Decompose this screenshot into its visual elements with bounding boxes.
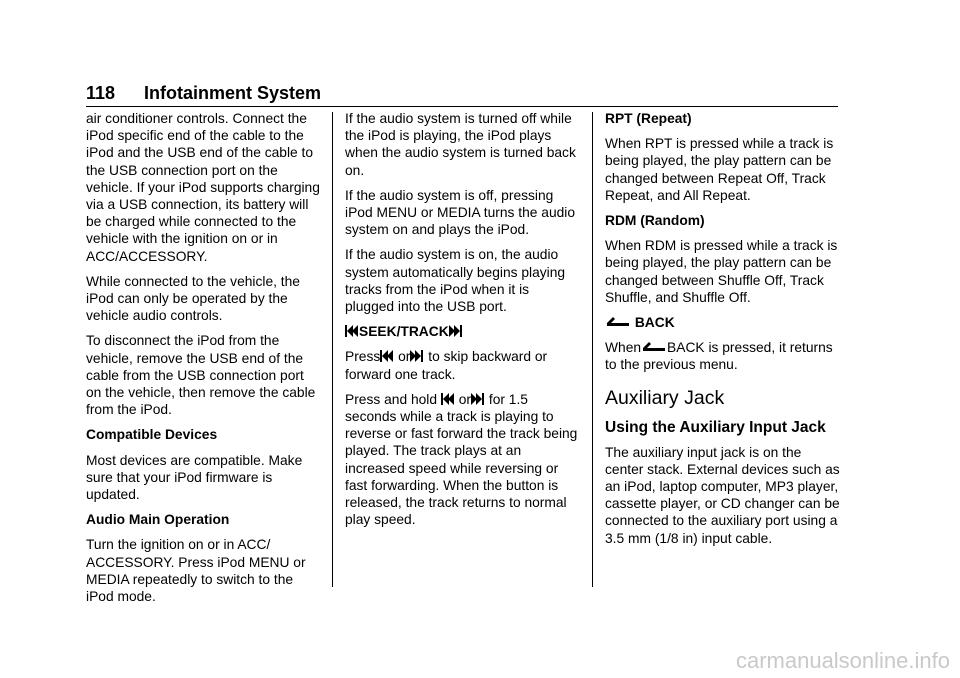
paragraph: Most devices are compatible. Make sure that your iPod firmware is updated.: [86, 452, 303, 503]
paragraph: If the audio system is off, pressing iPod MENU or MEDIA turns the audio system on and plays the iPod.: [345, 187, 576, 238]
paragraph: air conditioner controls. Connect the iPod specific end of the cable to the iPod and the USB end of the cable to the USB connection port on the vehicle. If your iPod supports charging via a USB connection, its battery will be charged while connected to the vehicle with the ignition on or in ACC/ACCESSORY.: [86, 111, 320, 264]
paragraph: To disconnect the iPod from the vehicle, remove the USB end of the cable from the USB connection port on the vehicle, then remove the cable from the iPod.: [86, 333, 316, 418]
text-run: or: [398, 349, 411, 365]
skip-back-icon: [441, 393, 455, 405]
skip-back-icon: [345, 325, 359, 337]
subheading-seek-track: [345, 323, 581, 340]
paragraph: When RDM is pressed while a track is being played, the play pattern can be changed between Shuffle Off, Track Shuffle, and Shuffle Off.: [605, 238, 838, 305]
paragraph: While connected to the vehicle, the iPod can only be operated by the vehicle audio controls.: [86, 273, 300, 324]
subheading-rdm: RDM (Random): [605, 213, 705, 229]
back-arrow-icon: [641, 341, 667, 353]
paragraph: The auxiliary input jack is on the center stack. External devices such as an iPod, laptop computer, MP3 player, cassette player, or CD changer can be connected to the auxiliary port using a 3.5 mm (1/8 in) input cable.: [605, 444, 840, 546]
paragraph: [605, 339, 841, 373]
subheading-back: [605, 314, 841, 331]
heading-using-auxiliary-input-jack: Using the Auxiliary Input Jack: [605, 418, 826, 436]
heading-auxiliary-jack: Auxiliary Jack: [605, 386, 725, 409]
page-number: 118: [86, 83, 116, 103]
text-run: for 1.5 seconds while a track is playing to reverse or fast forward the track being played. The track plays at an increased speed while reversing or fast forwarding. When the button is released, the track returns to normal play speed.: [345, 391, 578, 528]
skip-back-icon: [380, 350, 394, 362]
paragraph: If the audio system is on, the audio system automatically begins playing tracks from the iPod when it is plugged into the USB port.: [345, 247, 566, 315]
seek-track-label: SEEK/TRACK: [359, 324, 449, 340]
skip-forward-icon: [410, 350, 424, 362]
column-divider-2: [592, 112, 593, 587]
column-2: [345, 110, 581, 536]
paragraph: [345, 391, 581, 529]
skip-forward-icon: [471, 393, 485, 405]
back-label: BACK: [634, 315, 675, 331]
subheading-compatible-devices: Compatible Devices: [86, 427, 218, 443]
watermark: carmanualsonline.info: [735, 648, 950, 673]
section-title: Infotainment System: [144, 83, 322, 103]
text-run: to skip backward or forward one track.: [345, 349, 548, 382]
text-run: Press: [345, 349, 381, 365]
paragraph: When RPT is pressed while a track is being played, the play pattern can be changed between Repeat Off, Track Repeat, and All Repeat.: [605, 136, 834, 203]
paragraph: [345, 348, 581, 382]
column-3: [605, 110, 841, 555]
subheading-rpt: RPT (Repeat): [605, 111, 692, 126]
skip-forward-icon: [449, 325, 463, 337]
paragraph: If the audio system is turned off while the iPod is playing, the iPod plays when the audio system is turned back on.: [345, 111, 576, 178]
back-arrow-icon: [605, 316, 631, 328]
text-run: When: [605, 340, 642, 356]
text-run: BACK is pressed, it returns to the previous menu.: [605, 340, 833, 373]
paragraph: Turn the ignition on or in ACC/ ACCESSORY. Press iPod MENU or MEDIA repeatedly to switch to the iPod mode.: [86, 537, 306, 605]
page-header: [86, 82, 838, 107]
text-run: or: [458, 391, 472, 407]
column-divider-1: [332, 112, 333, 587]
subheading-audio-main-operation: Audio Main Operation: [86, 512, 230, 528]
text-run: Press and hold: [345, 391, 438, 407]
column-1: [86, 110, 322, 613]
